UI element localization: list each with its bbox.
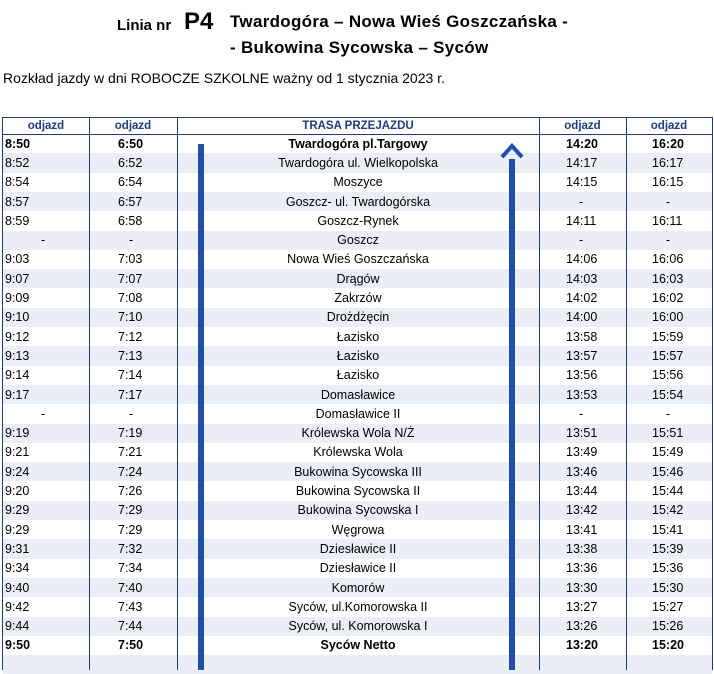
column-divider — [626, 117, 627, 670]
stop-name: Dziesławice II — [319, 541, 397, 556]
departure-time: 8:50 — [5, 136, 31, 151]
departure-time: 6:57 — [118, 194, 143, 209]
stop-name: Łazisko — [336, 329, 380, 344]
table-row — [3, 636, 712, 655]
departure-time: 16:15 — [652, 175, 684, 190]
departure-time: 9:12 — [5, 329, 30, 344]
table-row — [3, 366, 712, 385]
up-arrow-icon — [500, 141, 524, 159]
stop-name: Domasławice II — [315, 406, 401, 421]
stop-name: Bukowina Sycowska III — [294, 464, 422, 479]
departure-time: - — [129, 406, 134, 421]
stop-name: Bukowina Sycowska I — [297, 503, 419, 518]
departure-time: 15:44 — [652, 484, 684, 499]
departure-time: 7:08 — [118, 291, 143, 306]
departure-time: 15:39 — [652, 541, 684, 556]
departure-time: 13:57 — [566, 348, 598, 363]
table-row — [3, 559, 712, 578]
table-row — [3, 578, 712, 597]
stop-name: Twardogóra pl.Targowy — [288, 136, 428, 151]
stop-name: Twardogóra ul. Wielkopolska — [278, 155, 438, 170]
departure-time: - — [666, 233, 671, 248]
stop-name: Łazisko — [336, 368, 380, 383]
line-label: Linia nr — [117, 17, 172, 34]
table-row — [3, 501, 712, 520]
departure-time: 15:42 — [652, 503, 684, 518]
stop-name: Bukowina Sycowska II — [295, 484, 421, 499]
departure-time: 15:59 — [652, 329, 684, 344]
table-row — [3, 250, 712, 269]
departure-time: 9:20 — [5, 484, 30, 499]
departure-time: 14:06 — [566, 252, 598, 267]
departure-time: 9:10 — [5, 310, 30, 325]
departure-time: 7:32 — [118, 541, 143, 556]
table-row — [3, 539, 712, 558]
departure-time: 7:43 — [118, 599, 143, 614]
departure-time — [89, 655, 177, 674]
table-header-row — [3, 117, 712, 135]
departure-time: 6:50 — [118, 136, 144, 151]
departure-time: 9:17 — [5, 387, 30, 402]
departure-time: 7:21 — [118, 445, 143, 460]
departure-time: 14:17 — [566, 155, 598, 170]
table-row — [3, 231, 712, 250]
departure-time: 13:42 — [566, 503, 598, 518]
departure-time: 15:49 — [652, 445, 684, 460]
departure-time: 7:29 — [118, 522, 143, 537]
departure-time: 9:13 — [5, 348, 30, 363]
departure-time: 9:29 — [5, 503, 30, 518]
departure-time: - — [41, 233, 46, 248]
departure-time — [626, 655, 712, 674]
departure-time: 14:02 — [566, 291, 598, 306]
departure-time: 7:29 — [118, 503, 143, 518]
departure-time: - — [666, 406, 671, 421]
table-row — [3, 462, 712, 481]
route-title-line1: Twardogóra – Nowa Wieś Goszczańska - — [230, 12, 569, 31]
timetable-header — [0, 0, 714, 115]
table-row — [3, 327, 712, 346]
departure-time: - — [579, 406, 584, 421]
departure-time: 15:41 — [652, 522, 684, 537]
departure-time: 9:14 — [5, 368, 30, 383]
departure-time: 9:34 — [5, 561, 30, 576]
departure-time: 6:58 — [118, 213, 143, 228]
departure-time: 13:26 — [566, 619, 598, 634]
direction-down-line — [198, 144, 204, 670]
direction-up-line — [509, 159, 515, 670]
departure-time: 14:11 — [566, 213, 597, 228]
departure-time: - — [129, 233, 134, 248]
schedule-validity: Rozkład jazdy w dni ROBOCZE SZKOLNE ważny od 1 stycznia 2023 r. — [3, 70, 445, 86]
table-row — [3, 655, 712, 674]
stop-name: Komorów — [331, 580, 385, 595]
table-row — [3, 424, 712, 443]
stop-name: Królewska Wola — [313, 445, 403, 460]
departure-time: 15:46 — [652, 464, 684, 479]
departure-time: 9:50 — [5, 638, 31, 653]
table-row — [3, 288, 712, 307]
departure-time: 13:49 — [566, 445, 598, 460]
departure-time: 9:19 — [5, 426, 30, 441]
departure-time: 9:21 — [5, 445, 30, 460]
departure-time: 7:17 — [118, 387, 143, 402]
line-code: P4 — [184, 8, 214, 35]
departure-time: 15:56 — [652, 368, 684, 383]
departure-time: 9:09 — [5, 291, 30, 306]
departure-time: 9:07 — [5, 271, 30, 286]
departure-time: 13:53 — [566, 387, 598, 402]
column-header: odjazd — [27, 120, 65, 132]
table-row — [3, 134, 712, 153]
departure-time: 15:51 — [652, 426, 684, 441]
departure-time: 7:19 — [118, 426, 143, 441]
column-header: TRASA PRZEJAZDU — [302, 120, 414, 132]
departure-time: 13:20 — [566, 638, 598, 653]
stop-name: Goszcz — [337, 233, 379, 248]
table-row — [3, 308, 712, 327]
departure-time: 16:17 — [652, 155, 684, 170]
stop-name: Drągów — [336, 271, 380, 286]
departure-time: 9:44 — [5, 619, 30, 634]
departure-time: 7:10 — [118, 310, 143, 325]
departure-time: 13:38 — [566, 541, 598, 556]
route-title-line2: - Bukowina Sycowska – Syców — [230, 38, 489, 57]
departure-time: 15:20 — [652, 638, 684, 653]
table-row — [3, 269, 712, 288]
departure-time: 9:29 — [5, 522, 30, 537]
departure-time: 7:13 — [118, 348, 143, 363]
stop-name: Syców, ul. Komorowska I — [288, 619, 428, 634]
column-divider — [539, 117, 540, 670]
table-row — [3, 153, 712, 172]
departure-time: 15:30 — [652, 580, 684, 595]
departure-time: 13:41 — [566, 522, 598, 537]
column-divider — [177, 117, 178, 670]
departure-time: 7:44 — [118, 619, 143, 634]
departure-time: 9:31 — [5, 541, 30, 556]
table-row — [3, 404, 712, 423]
table-row — [3, 520, 712, 539]
stop-name: Zakrzów — [334, 291, 382, 306]
departure-time: 13:46 — [566, 464, 598, 479]
departure-time — [539, 655, 626, 674]
table-row — [3, 192, 712, 211]
departure-time: 7:40 — [118, 580, 143, 595]
departure-time: 7:03 — [118, 252, 143, 267]
table-row — [3, 443, 712, 462]
departure-time: 16:02 — [652, 291, 684, 306]
departure-time: 13:27 — [566, 599, 598, 614]
departure-time: - — [666, 194, 671, 209]
departure-time: 14:03 — [566, 271, 598, 286]
departure-time: 7:50 — [118, 638, 144, 653]
departure-time: 14:20 — [566, 136, 598, 151]
stop-name: Syców, ul.Komorowska II — [288, 599, 428, 614]
departure-time: 13:58 — [566, 329, 598, 344]
column-header: odjazd — [114, 120, 152, 132]
departure-time: 16:03 — [652, 271, 684, 286]
departure-time: - — [579, 194, 584, 209]
departure-time: 16:20 — [652, 136, 684, 151]
departure-time: 7:34 — [118, 561, 143, 576]
departure-time: 13:56 — [566, 368, 598, 383]
departure-time: 15:27 — [652, 599, 684, 614]
departure-time: 8:59 — [5, 213, 30, 228]
departure-time: 13:36 — [566, 561, 598, 576]
table-row — [3, 597, 712, 616]
departure-time: 14:15 — [566, 175, 598, 190]
column-divider — [89, 117, 90, 670]
stop-name: Goszcz- ul. Twardogórska — [285, 194, 431, 209]
table-row — [3, 173, 712, 192]
column-header: odjazd — [564, 120, 601, 132]
departure-time: 9:42 — [5, 599, 30, 614]
stop-name: Dziesławice II — [319, 561, 397, 576]
stop-name: Syców Netto — [320, 638, 396, 653]
timetable — [2, 117, 713, 670]
departure-time: 8:54 — [5, 175, 30, 190]
departure-time: 9:40 — [5, 580, 30, 595]
departure-time: 7:26 — [118, 484, 143, 499]
departure-time: 14:00 — [566, 310, 598, 325]
departure-time: - — [41, 406, 46, 421]
departure-time: 16:11 — [652, 213, 683, 228]
departure-time: 7:14 — [118, 368, 143, 383]
departure-time — [3, 655, 89, 674]
departure-time: 16:00 — [652, 310, 684, 325]
departure-time: 6:52 — [118, 155, 143, 170]
table-row — [3, 385, 712, 404]
stop-name: Domasławice — [320, 387, 396, 402]
departure-time: 9:03 — [5, 252, 30, 267]
departure-time: 16:06 — [652, 252, 684, 267]
departure-time: 15:36 — [652, 561, 684, 576]
departure-time: 8:57 — [5, 194, 30, 209]
column-header: odjazd — [650, 120, 688, 132]
stop-name: Królewska Wola N/Ż — [301, 426, 415, 441]
departure-time: 7:07 — [118, 271, 143, 286]
stop-name: Drożdżęcin — [326, 310, 390, 325]
departure-time: 15:54 — [652, 387, 684, 402]
departure-time: 7:12 — [118, 329, 143, 344]
stop-name: Moszyce — [333, 175, 383, 190]
table-row — [3, 617, 712, 636]
stop-name — [177, 655, 539, 674]
stop-name: Goszcz-Rynek — [317, 213, 399, 228]
departure-time: 15:26 — [652, 619, 684, 634]
departure-time: 9:24 — [5, 464, 30, 479]
stop-name: Łazisko — [336, 348, 380, 363]
departure-time: 15:57 — [652, 348, 684, 363]
stop-name: Nowa Wieś Goszczańska — [287, 252, 429, 267]
departure-time: 13:44 — [566, 484, 598, 499]
departure-time: 8:52 — [5, 155, 30, 170]
departure-time: 7:24 — [118, 464, 143, 479]
table-row — [3, 346, 712, 365]
departure-time: - — [579, 233, 584, 248]
departure-time: 6:54 — [118, 175, 143, 190]
table-row — [3, 481, 712, 500]
departure-time: 13:51 — [566, 426, 598, 441]
table-row — [3, 211, 712, 230]
stop-name: Węgrowa — [331, 522, 385, 537]
departure-time: 13:30 — [566, 580, 598, 595]
